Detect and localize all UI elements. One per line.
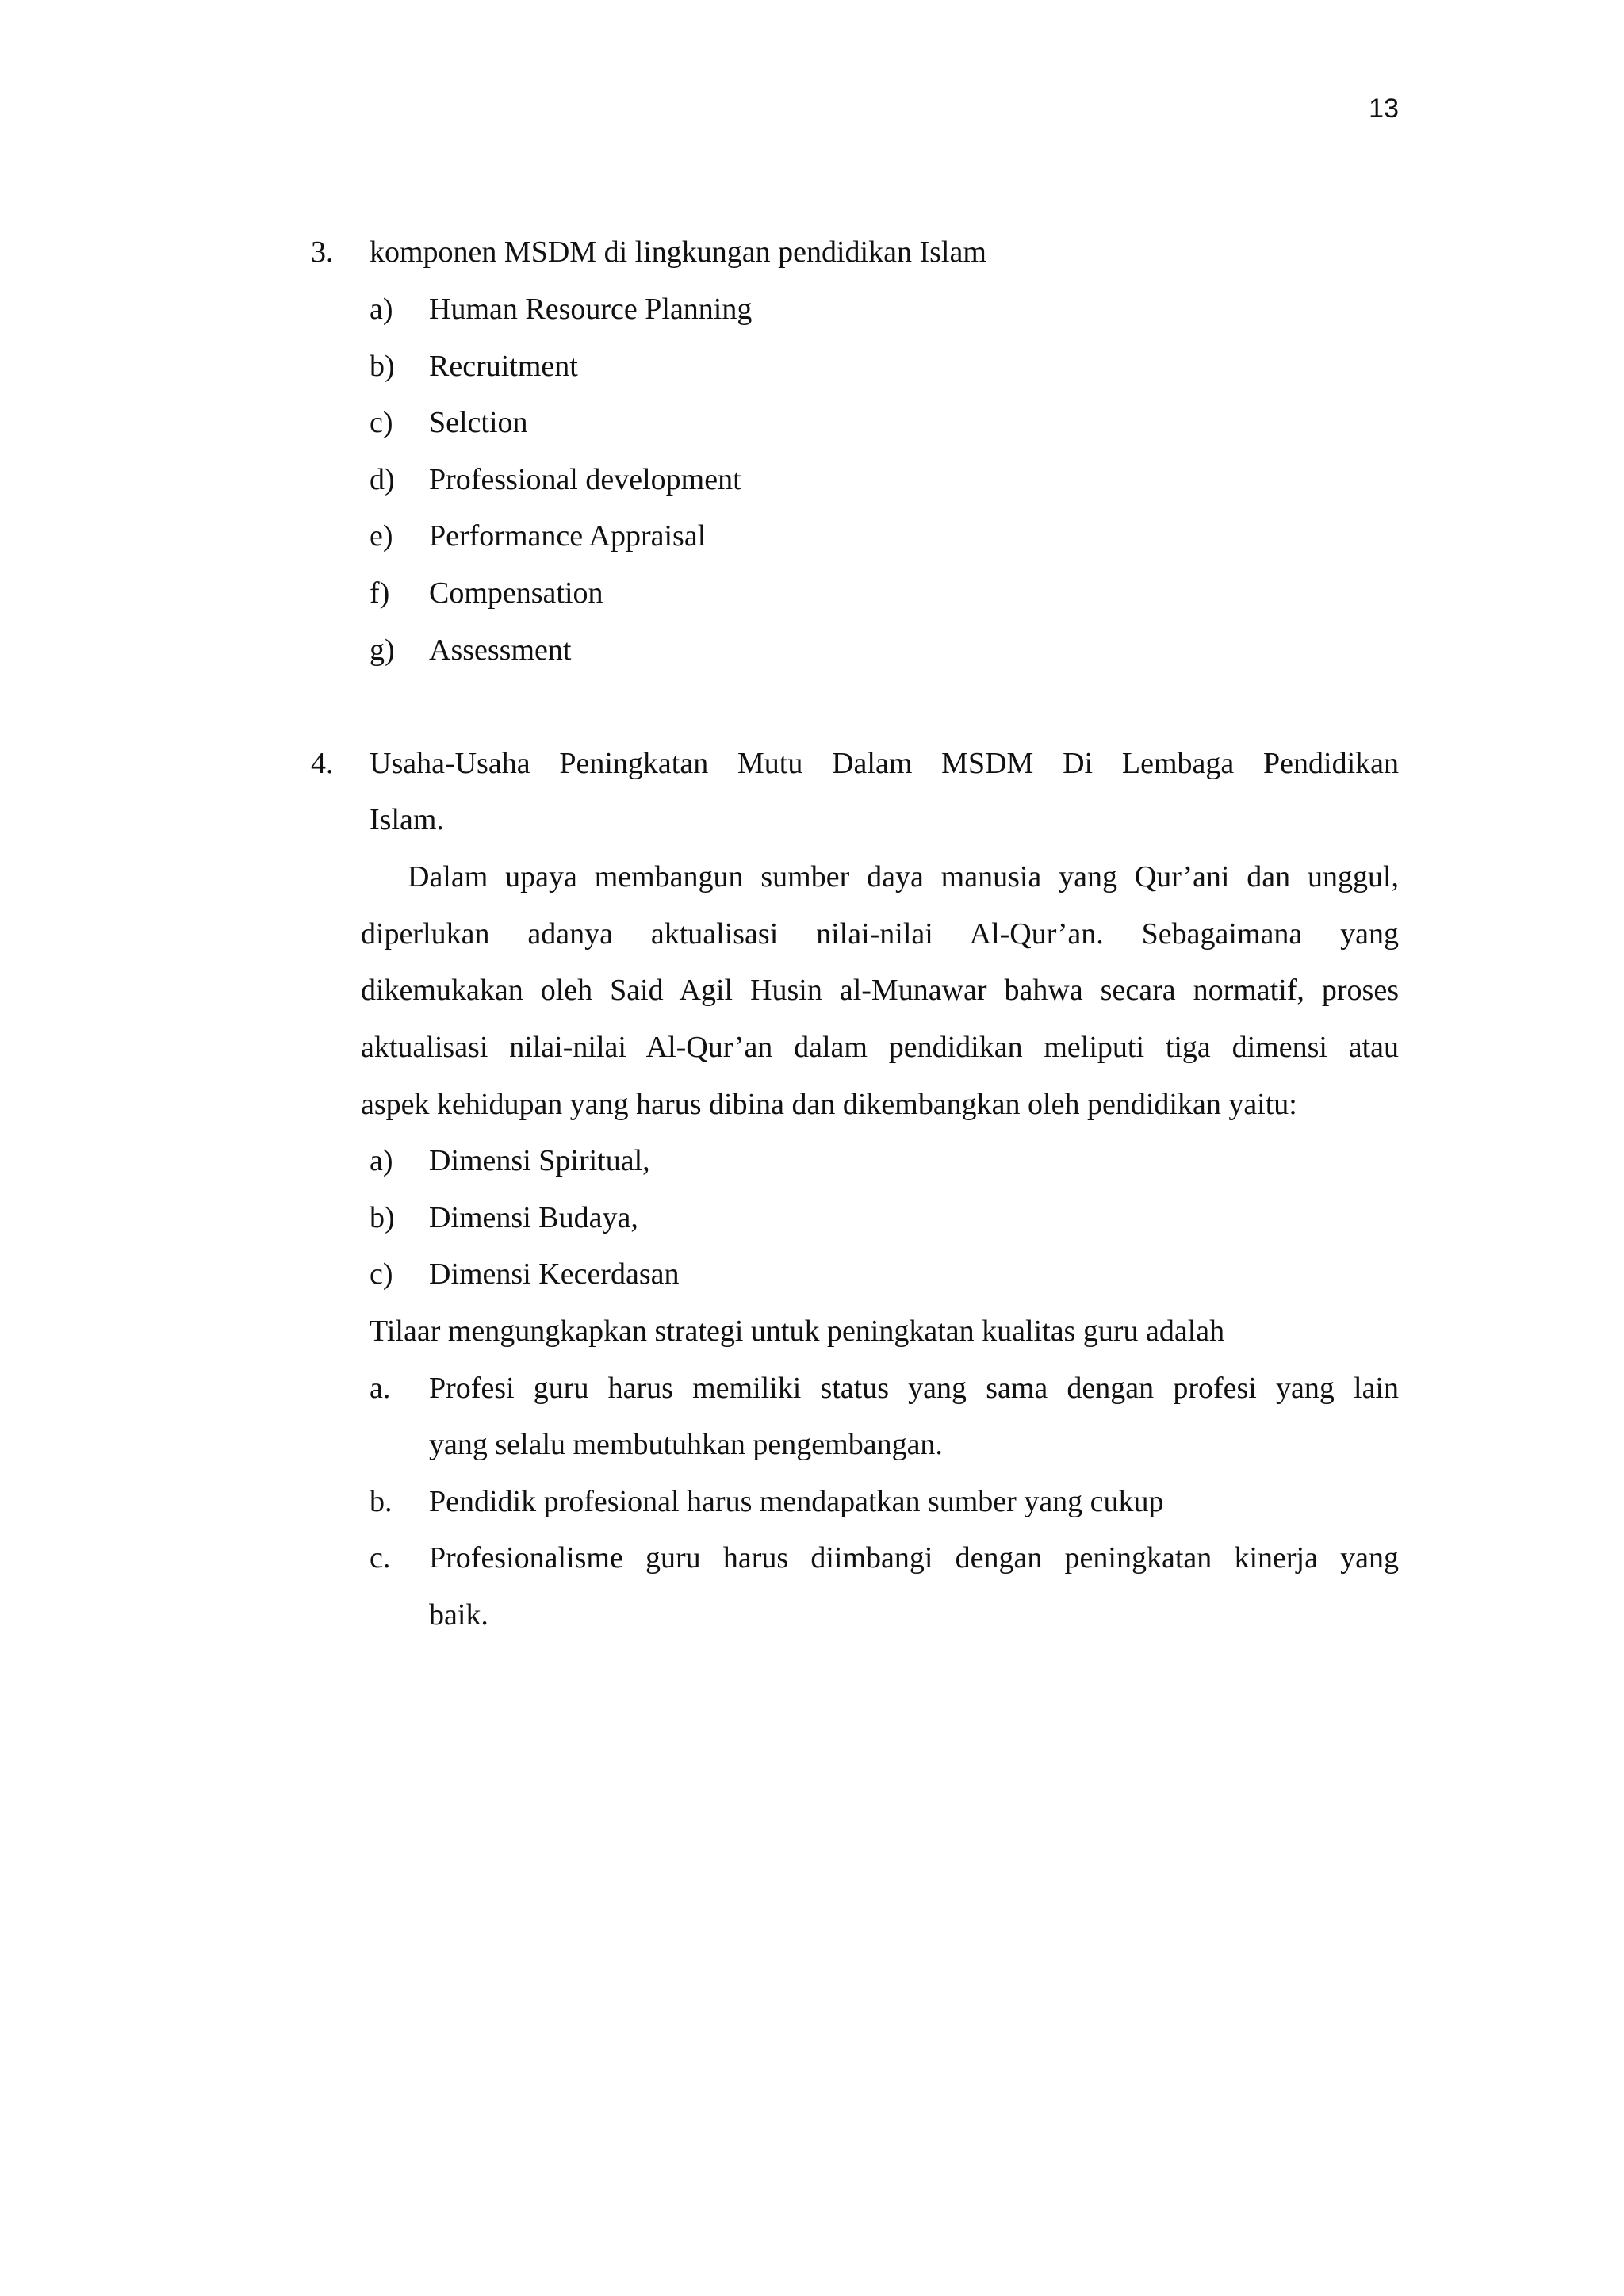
list-item-cont: yang selalu membutuhkan pengembangan.	[429, 1428, 943, 1461]
paragraph-line: dikemukakan oleh Said Agil Husin al-Munawar bahwa secara normatif, proses	[361, 974, 1399, 1007]
page-number: 13	[1369, 94, 1399, 124]
list-item: Dimensi Spiritual,	[429, 1144, 650, 1177]
list-item: Assessment	[429, 633, 572, 667]
section-3-number: 3.	[311, 235, 334, 269]
list-marker: c.	[370, 1541, 391, 1575]
list-marker: b.	[370, 1485, 393, 1518]
list-item: Dimensi Budaya,	[429, 1201, 638, 1234]
list-item: Dimensi Kecerdasan	[429, 1257, 680, 1291]
list-item: Pendidik profesional harus mendapatkan sumber yang cukup	[429, 1485, 1164, 1518]
section-3-title: komponen MSDM di lingkungan pendidikan Islam	[370, 235, 986, 269]
list-item: Performance Appraisal	[429, 519, 707, 553]
paragraph-line: diperlukan adanya aktualisasi nilai-nilai Al-Qur’an. Sebagaimana yang	[361, 917, 1399, 951]
list-item: Profesi guru harus memiliki status yang sama dengan profesi yang lain	[429, 1372, 1399, 1405]
list-marker: b)	[370, 1201, 395, 1234]
list-marker: f)	[370, 576, 390, 610]
list-item: Selction	[429, 406, 528, 439]
list-marker: a)	[370, 1144, 393, 1177]
list-item: Profesionalisme guru harus diimbangi dengan peningkatan kinerja yang	[429, 1541, 1399, 1575]
section-4-title-cont: Islam.	[370, 803, 444, 836]
list-item: Recruitment	[429, 350, 578, 383]
list-marker: d)	[370, 463, 395, 496]
list-marker: a.	[370, 1372, 391, 1405]
list-marker: b)	[370, 350, 395, 383]
list-marker: g)	[370, 633, 395, 667]
list-marker: a)	[370, 293, 393, 326]
list-marker: c)	[370, 406, 393, 439]
paragraph-line: Dalam upaya membangun sumber daya manusia yang Qur’ani dan unggul,	[408, 860, 1399, 894]
section-4-number: 4.	[311, 747, 334, 780]
list-item: Human Resource Planning	[429, 293, 753, 326]
list-item: Professional development	[429, 463, 741, 496]
list-marker: e)	[370, 519, 393, 553]
tilaar-intro: Tilaar mengungkapkan strategi untuk peningkatan kualitas guru adalah	[370, 1314, 1225, 1348]
list-item-cont: baik.	[429, 1598, 488, 1632]
section-4-title: Usaha-Usaha Peningkatan Mutu Dalam MSDM Di Lembaga Pendidikan	[370, 747, 1399, 780]
list-marker: c)	[370, 1257, 393, 1291]
list-item: Compensation	[429, 576, 603, 610]
paragraph-line: aspek kehidupan yang harus dibina dan dikembangkan oleh pendidikan yaitu:	[361, 1088, 1297, 1121]
paragraph-line: aktualisasi nilai-nilai Al-Qur’an dalam pendidikan meliputi tiga dimensi atau	[361, 1031, 1399, 1064]
